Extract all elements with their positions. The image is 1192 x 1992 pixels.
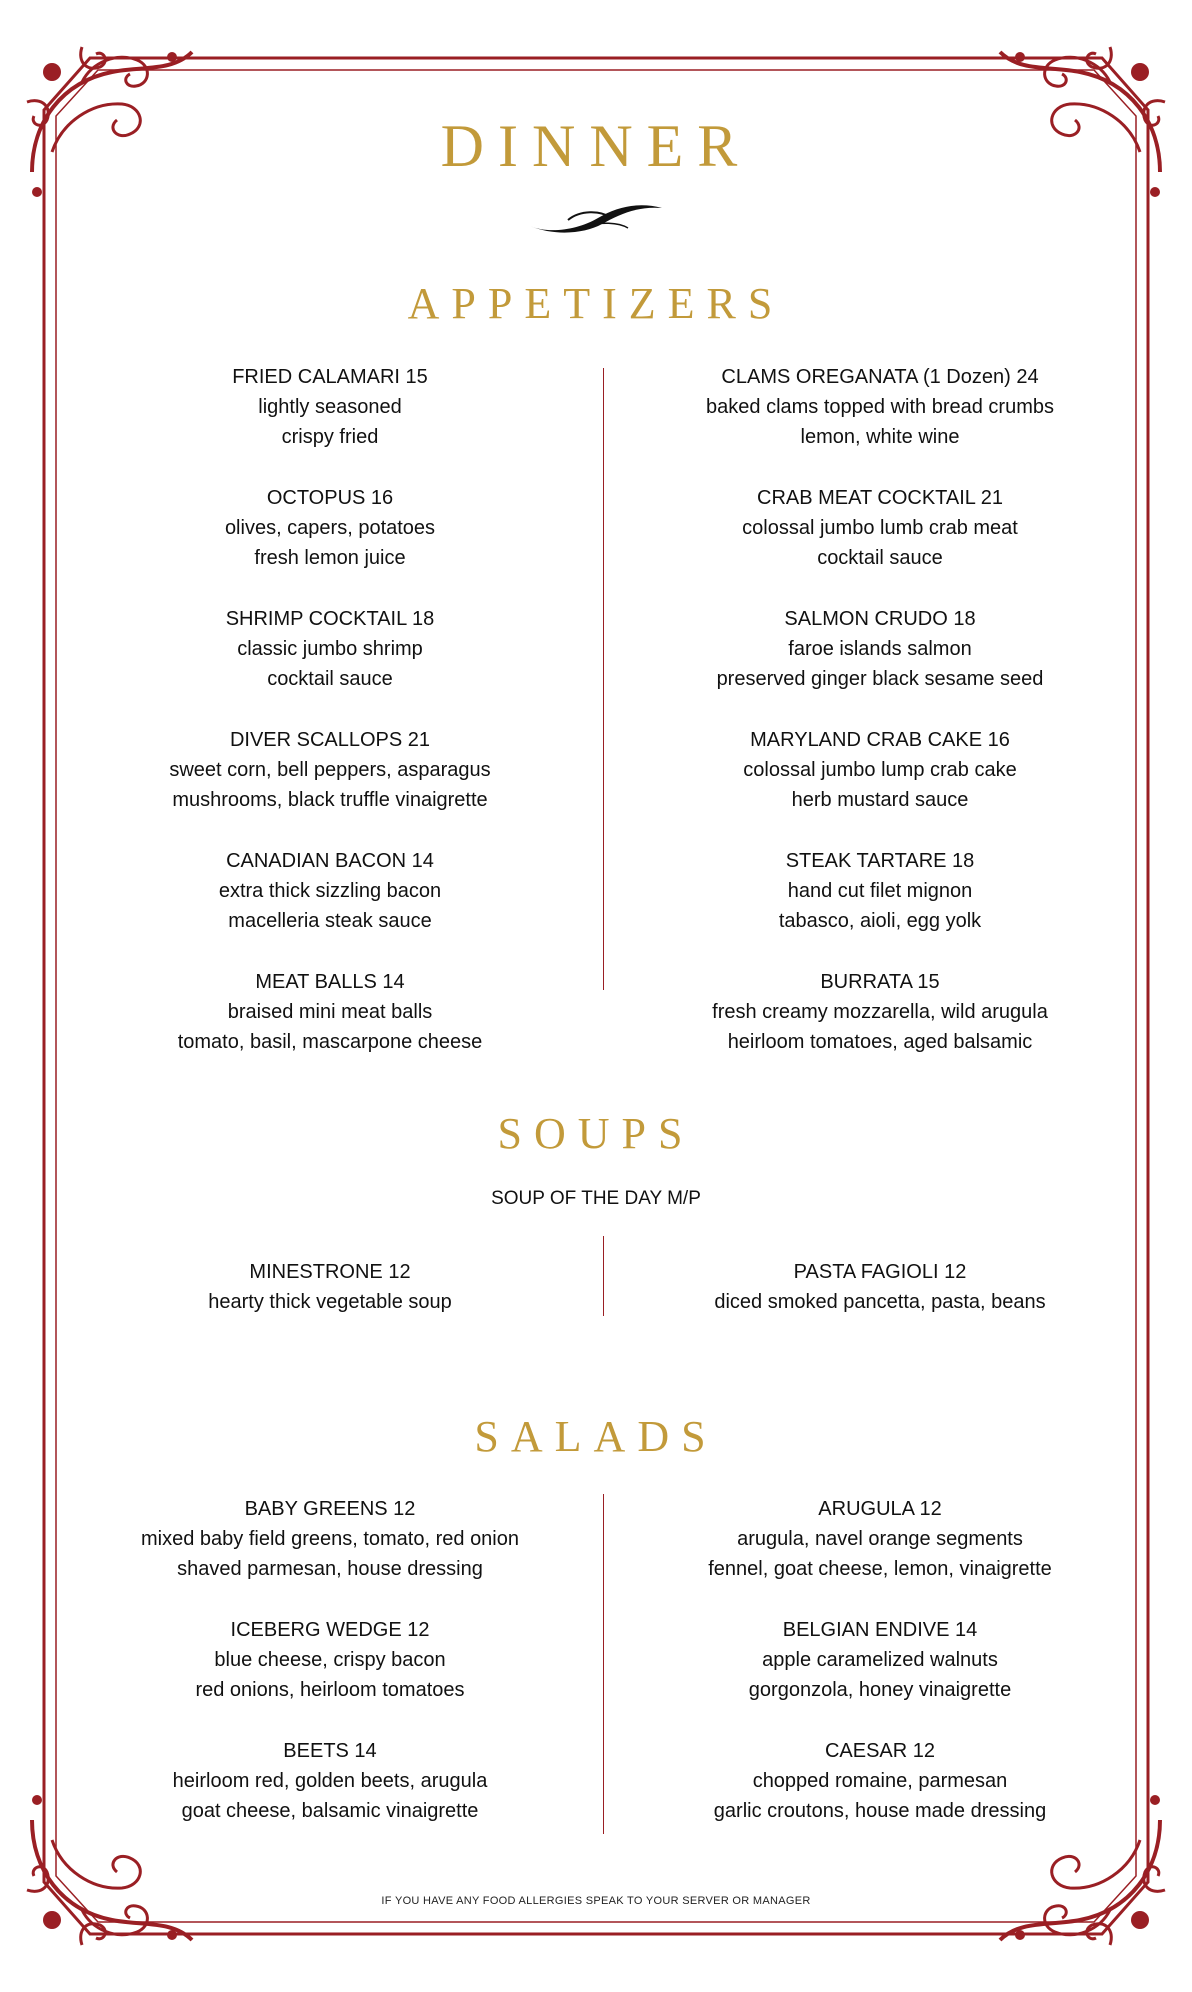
- appetizers-right-column: [620, 362, 1140, 1088]
- menu-item: [620, 483, 1140, 573]
- menu-item: [620, 1615, 1140, 1705]
- menu-item-name: MINESTRONE 12: [249, 1261, 411, 1283]
- menu-item: [620, 604, 1140, 694]
- menu-item-name: OCTOPUS 16: [266, 487, 394, 509]
- menu-item: [620, 725, 1140, 815]
- menu-item-description: tomato, basil, mascarpone cheese: [177, 1031, 483, 1053]
- menu-item: [70, 725, 590, 815]
- menu-title: DINNER: [440, 113, 752, 179]
- menu-item: [70, 1736, 590, 1826]
- menu-item-description: cocktail sauce: [817, 547, 943, 569]
- menu-item: [70, 1494, 590, 1584]
- menu-item-description: classic jumbo shrimp: [237, 638, 423, 660]
- soups-divider: [603, 1236, 604, 1316]
- menu-item-description: apple caramelized walnuts: [762, 1649, 998, 1671]
- menu-item-name: MEAT BALLS 14: [255, 971, 405, 993]
- menu-item-description: lightly seasoned: [258, 396, 402, 418]
- menu-item-name: ICEBERG WEDGE 12: [230, 1619, 430, 1641]
- soups-left-column: [70, 1257, 590, 1348]
- menu-item-name: ARUGULA 12: [818, 1498, 942, 1520]
- menu-item-description: arugula, navel orange segments: [737, 1528, 1023, 1550]
- menu-item-description: diced smoked pancetta, pasta, beans: [714, 1291, 1046, 1313]
- menu-item: [620, 1494, 1140, 1584]
- menu-item-description: hearty thick vegetable soup: [208, 1291, 452, 1313]
- menu-item-name: CANADIAN BACON 14: [226, 850, 434, 872]
- menu-item-description: crispy fried: [281, 426, 379, 448]
- menu-item-description: gorgonzola, honey vinaigrette: [748, 1679, 1012, 1701]
- menu-item-description: fresh lemon juice: [254, 547, 406, 569]
- menu-item-name: CLAMS OREGANATA (1 Dozen) 24: [721, 366, 1039, 388]
- menu-item-description: baked clams topped with bread crumbs: [706, 396, 1054, 418]
- menu-item: [70, 483, 590, 573]
- appetizers-divider: [603, 368, 604, 990]
- menu-item-description: colossal jumbo lump crab cake: [743, 759, 1017, 781]
- menu-item: [70, 1615, 590, 1705]
- menu-item: [620, 362, 1140, 452]
- menu-item-description: herb mustard sauce: [791, 789, 969, 811]
- menu-item-name: PASTA FAGIOLI 12: [793, 1261, 967, 1283]
- menu-item-description: red onions, heirloom tomatoes: [195, 1679, 465, 1701]
- menu-item-description: olives, capers, potatoes: [224, 517, 436, 539]
- menu-item-name: MARYLAND CRAB CAKE 16: [750, 729, 1010, 751]
- menu-item-description: mushrooms, black truffle vinaigrette: [172, 789, 488, 811]
- menu-item-description: chopped romaine, parmesan: [752, 1770, 1008, 1792]
- menu-item-description: blue cheese, crispy bacon: [214, 1649, 446, 1671]
- menu-item-description: garlic croutons, house made dressing: [713, 1800, 1047, 1822]
- menu-item: [70, 846, 590, 936]
- menu-item: [70, 1257, 590, 1317]
- menu-item: [620, 1257, 1140, 1317]
- appetizers-title: APPETIZERS: [407, 279, 785, 328]
- salads-divider: [603, 1494, 604, 1834]
- menu-item: [620, 967, 1140, 1057]
- soup-of-the-day: SOUP OF THE DAY M/P: [491, 1188, 701, 1209]
- menu-item-description: heirloom tomatoes, aged balsamic: [727, 1031, 1033, 1053]
- salads-right-column: [620, 1494, 1140, 1857]
- menu-item-name: DIVER SCALLOPS 21: [229, 729, 431, 751]
- menu-item: [70, 604, 590, 694]
- menu-item: [620, 1736, 1140, 1826]
- salads-title: SALADS: [474, 1412, 718, 1461]
- menu-item-name: BABY GREENS 12: [244, 1498, 416, 1520]
- menu-item-name: CRAB MEAT COCKTAIL 21: [757, 487, 1003, 509]
- menu-item-description: heirloom red, golden beets, arugula: [172, 1770, 488, 1792]
- menu-item-name: CAESAR 12: [824, 1740, 936, 1762]
- menu-item-description: tabasco, aioli, egg yolk: [778, 910, 982, 932]
- menu-item-description: mixed baby field greens, tomato, red onion: [141, 1528, 519, 1550]
- menu-item-description: sweet corn, bell peppers, asparagus: [169, 759, 491, 781]
- menu-item-name: BURRATA 15: [820, 971, 940, 993]
- menu-item-name: FRIED CALAMARI 15: [232, 366, 428, 388]
- menu-item: [70, 362, 590, 452]
- menu-item-name: SHRIMP COCKTAIL 18: [225, 608, 435, 630]
- menu-item-description: fennel, goat cheese, lemon, vinaigrette: [708, 1558, 1052, 1580]
- menu-item-description: hand cut filet mignon: [787, 880, 973, 902]
- menu-item-description: faroe islands salmon: [788, 638, 972, 660]
- menu-item-description: shaved parmesan, house dressing: [177, 1558, 483, 1580]
- menu-item-description: macelleria steak sauce: [228, 910, 432, 932]
- menu-item-description: braised mini meat balls: [227, 1001, 433, 1023]
- menu-item: [620, 846, 1140, 936]
- menu-item-description: fresh creamy mozzarella, wild arugula: [712, 1001, 1048, 1023]
- menu-item-description: preserved ginger black sesame seed: [716, 668, 1044, 690]
- menu-item-name: BELGIAN ENDIVE 14: [782, 1619, 978, 1641]
- appetizers-left-column: [70, 362, 590, 1088]
- menu-item-description: lemon, white wine: [800, 426, 960, 448]
- menu-item-description: colossal jumbo lumb crab meat: [742, 517, 1018, 539]
- salads-left-column: [70, 1494, 590, 1857]
- soups-right-column: [620, 1257, 1140, 1348]
- soups-title: SOUPS: [497, 1109, 695, 1158]
- menu-item-description: extra thick sizzling bacon: [218, 880, 442, 902]
- title-swash-icon: [528, 200, 664, 236]
- menu-item-name: SALMON CRUDO 18: [784, 608, 976, 630]
- allergy-note: IF YOU HAVE ANY FOOD ALLERGIES SPEAK TO YOUR SERVER OR MANAGER: [381, 1895, 811, 1907]
- menu-item-description: cocktail sauce: [267, 668, 393, 690]
- menu-item-description: goat cheese, balsamic vinaigrette: [181, 1800, 479, 1822]
- menu-item-name: STEAK TARTARE 18: [785, 850, 975, 872]
- menu-item-name: BEETS 14: [283, 1740, 377, 1762]
- menu-item: [70, 967, 590, 1057]
